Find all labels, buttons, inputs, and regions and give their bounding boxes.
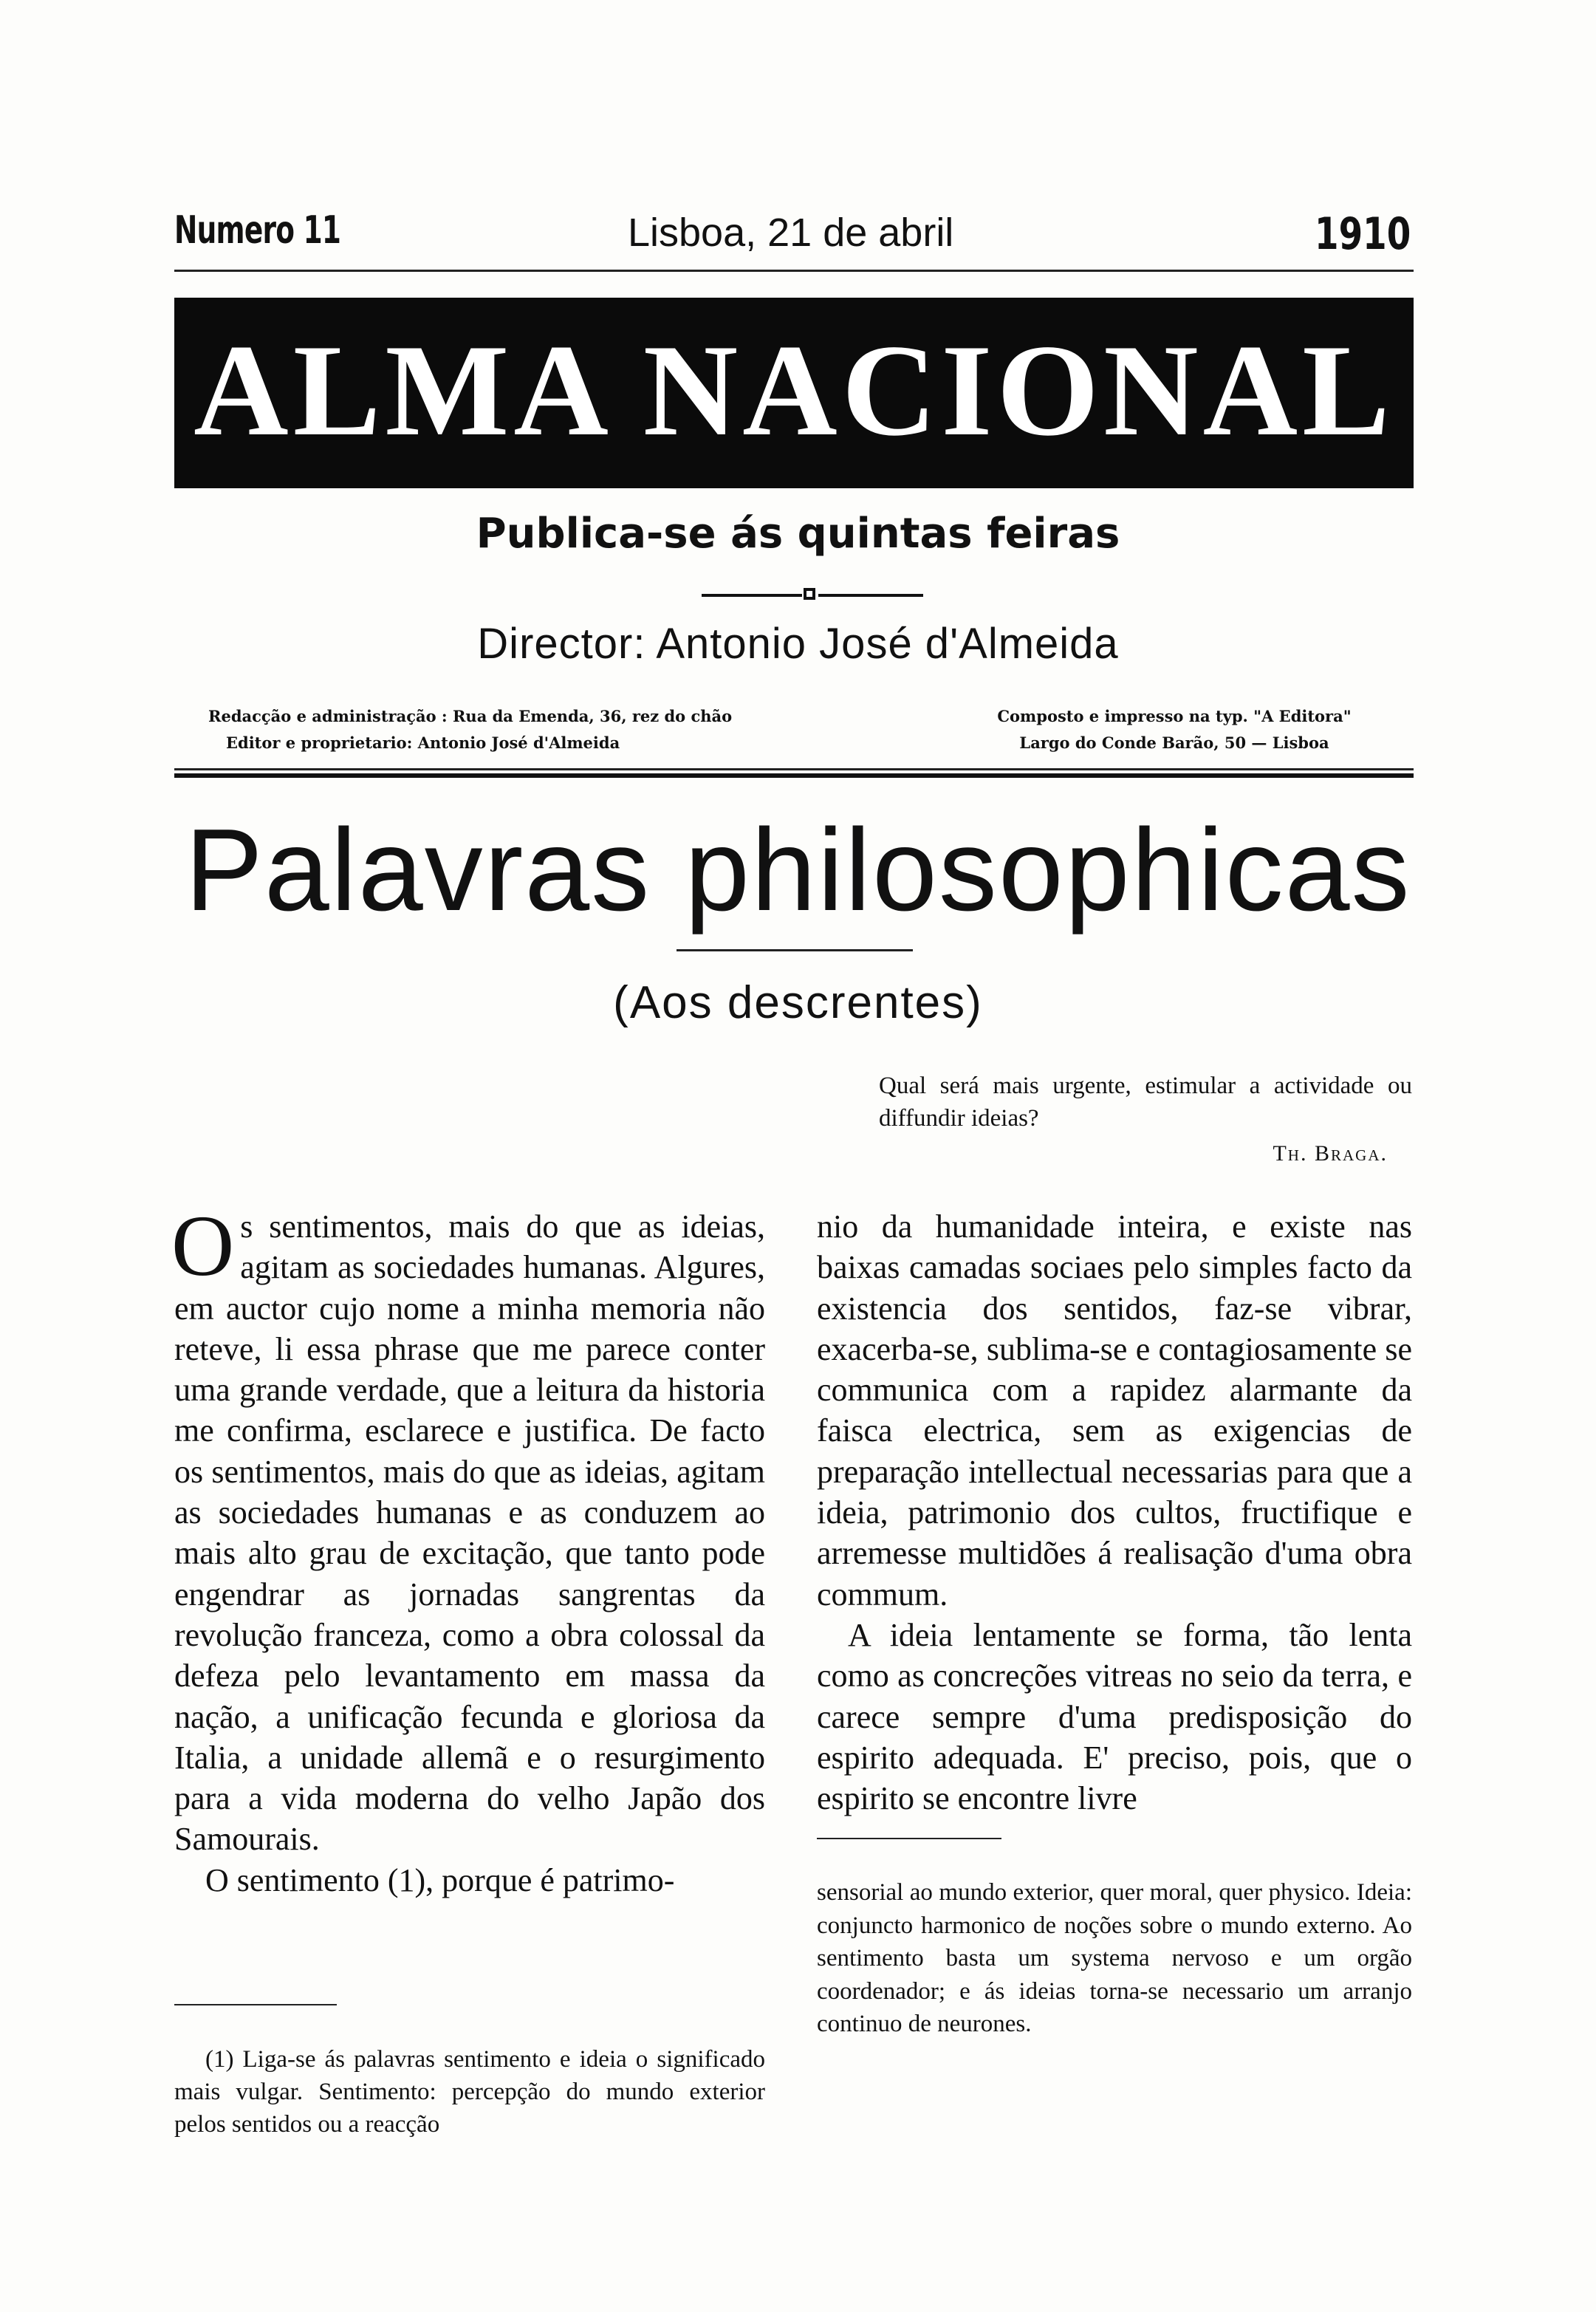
paragraph: O sentimento (1), porque é patrimo-: [205, 1861, 675, 1898]
article-dedication: (Aos descrentes): [613, 977, 983, 1028]
place-date: Lisboa, 21 de abril: [628, 211, 954, 255]
title-rule: [677, 949, 913, 951]
paragraph: nio da humanidade inteira, e existe nas baixas camadas sociaes pelo simples facto da existencia dos sentidos, faz-se vibrar, exacerba-se, sublima-se e contagiosamente se communica com a rapidez alarmante da faisca electrica, sem as exigencias de preparação intellectual necessarias para que a ideia, patrimonio dos cultos, fructifique e arremesse multidões á realisação d'uma obra commum.: [817, 1208, 1412, 1612]
footnote-text: sensorial ao mundo exterior, quer moral, quer physico. Ideia: conjuncto harmonico de noções sobre o mundo externo. Ao sentimento basta um systema nervoso e um orgão coordenador; e ás ideias torna-se necessario um arranjo continuo de neurones.: [817, 1879, 1412, 2037]
column-left: [171, 1197, 765, 1901]
year: 1910: [1315, 208, 1411, 260]
masthead-title: ALMA NACIONAL: [193, 317, 1394, 463]
masthead: [174, 298, 1414, 488]
director-line: Director: Antonio José d'Almeida: [477, 620, 1119, 668]
header-rule-thick: [174, 773, 1414, 778]
header-rule-thin: [174, 768, 1414, 770]
footnote-rule: [174, 2004, 337, 2005]
publication-schedule: Publica-se ás quintas feiras: [476, 510, 1120, 558]
column-right: [817, 1206, 1412, 1819]
imprint-right-line-2: Largo do Conde Barão, 50 — Lisboa: [1019, 733, 1329, 752]
epigraph-author: Th. Braga.: [1273, 1141, 1388, 1166]
footnote-right: [817, 1876, 1412, 2041]
imprint-left-line-1: Redacção e administração : Rua da Emenda, 36, rez do chão: [208, 707, 733, 725]
top-rule: [174, 270, 1414, 272]
imprint-right: [945, 703, 1403, 756]
article-title: Palavras philosophicas: [185, 805, 1411, 935]
footnote-text: (1) Liga-se ás palavras sentimento e ideia o significado mais vulgar. Sentimento: percepção do mundo exterior pelos sentidos ou a reacção: [174, 2046, 765, 2138]
ornament-divider: [702, 591, 923, 598]
paragraph: [171, 1197, 765, 1860]
imprint-right-line-1: Composto e impresso na typ. "A Editora": [997, 707, 1352, 725]
paragraph-text: s sentimentos, mais do que as ideias, agitam as sociedades humanas. Algures, em auctor cujo nome a minha memoria não reteve, li essa phrase que me parece conter uma grande verdade, que a leitura da historia me confirma, esclarece e justifica. De facto os sentimentos, mais do que as ideias, agitam as sociedades humanas e as conduzem ao mais alto grau de excitação, que tanto pode engendrar as jornadas sangrentas da revolução franceza, como a obra colossal da defeza pelo levantamento em massa da nação, a unificação fecunda e gloriosa da Italia, a unidade allemã e o resurgimento para a vida moderna do velho Japão dos Samourais.: [174, 1208, 765, 1858]
footnote-rule: [817, 1838, 1001, 1839]
footnote-left: [174, 2043, 765, 2141]
issue-number: Numero 11: [174, 208, 341, 253]
paragraph: A ideia lentamente se forma, tão lenta como as concreções vitreas no seio da terra, e carece sempre d'uma predisposição do espirito adequada. E' preciso, pois, que o espirito se encontre livre: [817, 1616, 1412, 1817]
epigraph: Qual será mais urgente, estimular a actividade ou diffundir ideias?: [879, 1073, 1412, 1132]
imprint-left: [208, 703, 732, 756]
drop-cap: O: [171, 1197, 235, 1294]
imprint-left-line-2: Editor e proprietario: Antonio José d'Almeida: [226, 733, 620, 752]
